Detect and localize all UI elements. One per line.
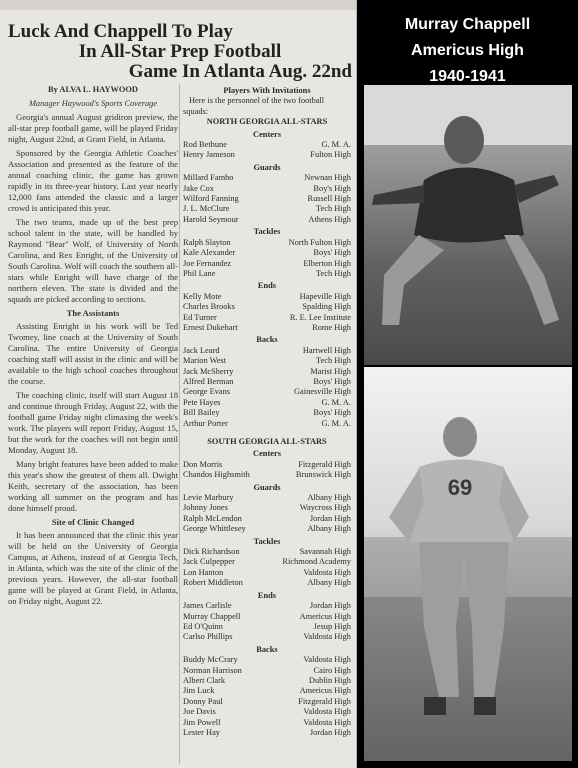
roster-row	[183, 184, 351, 194]
subhead-site: Site of Clinic Changed	[51, 517, 135, 527]
article-paragraph: Assisting Enright in his work will be Ted Twomey, line coach at the University of South Carolina. The entire University of Georgia coaching staff will assist in the clinic and will be available to the high school coaches throughout the course.	[8, 321, 178, 386]
player-name: Don Morris	[183, 459, 223, 469]
player-school: G. M. A.	[321, 397, 351, 407]
roster-row	[183, 493, 351, 503]
roster-row	[183, 524, 351, 534]
player-school: Hartwell High	[302, 345, 351, 355]
roster-row	[183, 302, 351, 312]
headline-line-1: Luck And Chappell To Play	[8, 21, 233, 42]
player-name: Ed Turner	[183, 312, 217, 322]
position-heading: Backs	[256, 644, 278, 654]
photo-standing-player	[364, 367, 572, 761]
player-school: Boys' High	[313, 376, 351, 386]
roster-row	[183, 622, 351, 632]
player-name: Jack McSherry	[183, 366, 234, 376]
player-school: Valdosta High	[303, 655, 351, 665]
player-school: Albany High	[307, 524, 351, 534]
player-school: G. M. A.	[321, 418, 351, 428]
player-name: Murray Chappell	[183, 611, 241, 621]
roster-row	[183, 140, 351, 150]
roster-row	[183, 578, 351, 588]
player-name: George Evans	[183, 387, 231, 397]
roster-column	[183, 86, 351, 738]
roster-row	[183, 460, 351, 470]
roster-row	[183, 557, 351, 567]
player-name: Ralph Slayton	[183, 237, 231, 247]
player-name: Pete Hayes	[183, 397, 221, 407]
player-school: Jordan High	[309, 601, 351, 611]
position-heading: Ends	[257, 590, 277, 600]
player-name: Kelly Mote	[183, 291, 222, 301]
byline-author: By ALVA L. HAYWOOD	[48, 85, 138, 94]
player-school: Albany High	[307, 578, 351, 588]
player-name: Carlso Phillips	[183, 632, 233, 642]
player-name: Norman Harrison	[183, 665, 242, 675]
player-name: James Carlisle	[183, 601, 232, 611]
player-school: Valdosta High	[303, 717, 351, 727]
position-heading: Guards	[253, 162, 281, 172]
player-name: J. L. McClure	[183, 204, 230, 214]
player-school: Fulton High	[310, 150, 351, 160]
player-school: Spalding High	[302, 302, 351, 312]
roster-row	[183, 150, 351, 160]
roster-row	[183, 632, 351, 642]
player-school: Brunswick High	[295, 470, 351, 480]
roster-row	[183, 686, 351, 696]
roster-row	[183, 568, 351, 578]
player-name: Jack Culpepper	[183, 557, 235, 567]
article-paragraph: Many bright features have been added to make this year's show the greatest of them all. Dwight Keith, secretary of the association, has been working all summer on the program and has done himself proud.	[8, 459, 178, 513]
player-name: Ed O'Quinn	[183, 621, 223, 631]
player-school: Boy's High	[313, 183, 351, 193]
player-name: Albert Clark	[183, 675, 226, 685]
player-school: Americus High	[299, 611, 351, 621]
player-school: Dublin High	[308, 675, 351, 685]
player-school: Cairo High	[313, 665, 351, 675]
roster-heading: Players With Invitations	[223, 86, 311, 95]
roster-row	[183, 194, 351, 204]
player-school: Marist High	[310, 366, 351, 376]
roster-row	[183, 707, 351, 717]
player-name: Buddy McCrary	[183, 655, 238, 665]
roster-row	[183, 408, 351, 418]
north-roster	[183, 130, 351, 429]
player-school: Russell High	[307, 194, 351, 204]
player-school: Valdosta High	[303, 707, 351, 717]
byline-role: Manager Haywood's Sports Coverage	[28, 99, 158, 108]
roster-row	[183, 387, 351, 397]
player-name: Charles Brooks	[183, 302, 235, 312]
jersey-number: 69	[447, 475, 473, 500]
photo-standing-figure	[364, 367, 572, 761]
roster-row	[183, 356, 351, 366]
player-school: Tech High	[316, 268, 351, 278]
player-name: Chandos Highsmith	[183, 470, 250, 480]
player-name: Johnny Jones	[183, 503, 228, 513]
player-school: Americus High	[299, 686, 351, 696]
position-heading: Tackles	[253, 536, 281, 546]
roster-row	[183, 547, 351, 557]
roster-row	[183, 377, 351, 387]
roster-row	[183, 238, 351, 248]
roster-row	[183, 292, 351, 302]
player-name: Wilford Fanning	[183, 194, 239, 204]
player-name: Dick Richardson	[183, 547, 240, 557]
player-school: Tech High	[316, 204, 351, 214]
player-name: Bill Bailey	[183, 408, 220, 418]
player-name: Lon Hanton	[183, 567, 224, 577]
player-name: Ernest Dukehart	[183, 322, 238, 332]
player-school: Hapeville High	[299, 291, 351, 301]
position-heading: Backs	[256, 335, 278, 345]
roster-row	[183, 269, 351, 279]
player-school: Jordan High	[309, 513, 351, 523]
player-school: Newnan High	[304, 173, 351, 183]
headline-line-3: Game In Atlanta Aug. 22nd	[128, 61, 352, 82]
player-name: Marion West	[183, 356, 227, 366]
roster-row	[183, 676, 351, 686]
player-name: Jack Leard	[183, 345, 220, 355]
article-paragraph: Georgia's annual August gridiron preview, the all-star prep football game, will be played Friday night, August 22nd, at Grant Field, in Atlanta.	[8, 112, 178, 144]
player-name: Jim Luck	[183, 686, 215, 696]
player-school: Tech High	[316, 356, 351, 366]
south-roster	[183, 449, 351, 738]
article-paragraph: The coaching clinic, itself will start August 18 and continue through Friday, August 22, with the football game Friday night climaxing the week's work. The players will report Friday, August 15, but the work for the coaches will not begin until Monday, August 18.	[8, 390, 178, 455]
player-school: Fitzgerald High	[298, 696, 351, 706]
south-heading: SOUTH GEORGIA ALL-STARS	[207, 437, 327, 446]
roster-row	[183, 398, 351, 408]
roster-row	[183, 204, 351, 214]
article-paragraph: Sponsored by the Georgia Athletic Coaches' Association and presented as the feature of the annual coaching clinic, the game has grown rapidly in its three-year history. Last year nearly 12,000 fans attended the classic and a larger crowd is anticipated this year.	[8, 148, 178, 213]
player-name: Donny Paul	[183, 696, 223, 706]
player-school: Valdosta High	[303, 632, 351, 642]
player-school: Fitzgerald High	[298, 459, 351, 469]
player-school: R. E. Lee Institute	[289, 312, 351, 322]
player-name: Levie Marbury	[183, 493, 234, 503]
roster-row	[183, 601, 351, 611]
subhead-assistants: The Assistants	[66, 308, 120, 318]
player-name: Lester Hay	[183, 727, 220, 737]
player-name: Phil Lane	[183, 268, 216, 278]
player-name: Rod Bethune	[183, 140, 227, 150]
photo-crouching-figure	[364, 85, 572, 365]
player-name: Robert Middleton	[183, 578, 243, 588]
player-school: Savannah High	[299, 547, 351, 557]
position-heading: Ends	[257, 281, 277, 291]
article-column	[8, 84, 178, 610]
player-school: Athens High	[308, 214, 351, 224]
player-name: Joe Fernandez	[183, 258, 232, 268]
player-name: Murray Chappell	[404, 16, 531, 33]
player-school: Americus High	[411, 42, 524, 59]
position-heading: Centers	[253, 129, 281, 139]
panel-title	[357, 12, 578, 90]
roster-row	[183, 718, 351, 728]
roster-row	[183, 215, 351, 225]
headline	[8, 22, 352, 82]
roster-row	[183, 346, 351, 356]
player-school: Boys' High	[313, 248, 351, 258]
article-paragraph: It has been announced that the clinic this year will be held on the University of Georgia Campus, at Athens, instead of at Georgia Tech, in Atlanta, which was the site of the clinic of the previous years. However, the all-star football game will be played at Grant Field, in Atlanta, on Friday night, August 22.	[8, 530, 178, 606]
north-heading: NORTH GEORGIA ALL-STARS	[206, 117, 328, 127]
roster-row	[183, 666, 351, 676]
player-name: George Whittlesey	[183, 524, 246, 534]
player-school: Jesup High	[313, 621, 351, 631]
roster-row	[183, 419, 351, 429]
player-name: Jake Cox	[183, 183, 214, 193]
player-name: Henry Jameson	[183, 150, 235, 160]
position-heading: Tackles	[253, 227, 281, 237]
roster-row	[183, 612, 351, 622]
roster-row	[183, 655, 351, 665]
roster-row	[183, 313, 351, 323]
player-name: Kale Alexander	[183, 248, 236, 258]
player-school: Albany High	[307, 493, 351, 503]
roster-row	[183, 259, 351, 269]
column-divider	[179, 84, 180, 764]
player-name: Joe Davis	[183, 707, 216, 717]
player-school: Waycross High	[299, 503, 351, 513]
roster-row	[183, 514, 351, 524]
player-school: Jordan High	[309, 727, 351, 737]
photo-crouching-player	[364, 85, 572, 365]
clipping-top-strip	[0, 0, 356, 10]
position-heading: Centers	[253, 449, 281, 459]
roster-row	[183, 323, 351, 333]
player-school: Gainesville High	[294, 387, 351, 397]
roster-intro: Here is the personnel of the two football squads:	[183, 96, 325, 116]
headline-line-2: In All-Star Prep Football	[78, 41, 282, 62]
player-school: Boys' High	[313, 408, 351, 418]
player-school: Elberton High	[303, 258, 351, 268]
article-paragraph: The two teams, made up of the best prep school talent in the state, will be handled by Raymond "Bear" Wolf, of University of North Carolina, and Rex Enright, of the University of South Carolina. Wolf will coach the southern all-stars while Enright will have charge of the northern eleven. The state is divided and the squads are picked according to sections.	[8, 217, 178, 304]
player-name: Jim Powell	[183, 717, 221, 727]
player-name: Harold Seymour	[183, 214, 239, 224]
roster-row	[183, 503, 351, 513]
player-name: Ralph McLendon	[183, 513, 242, 523]
position-heading: Guards	[253, 482, 281, 492]
player-school: Richmond Academy	[282, 557, 351, 567]
player-name: Arthur Porter	[183, 418, 228, 428]
roster-row	[183, 248, 351, 258]
player-school: Valdosta High	[303, 567, 351, 577]
player-name: Alfred Berman	[183, 376, 234, 386]
roster-row	[183, 697, 351, 707]
player-name: Millard Fambo	[183, 173, 234, 183]
player-school: G. M. A.	[321, 140, 351, 150]
roster-row	[183, 470, 351, 480]
roster-row	[183, 173, 351, 183]
player-school: North Fulton High	[288, 237, 351, 247]
player-years: 1940-1941	[429, 68, 506, 85]
player-school: Rome High	[312, 322, 351, 332]
roster-row	[183, 367, 351, 377]
roster-row	[183, 728, 351, 738]
